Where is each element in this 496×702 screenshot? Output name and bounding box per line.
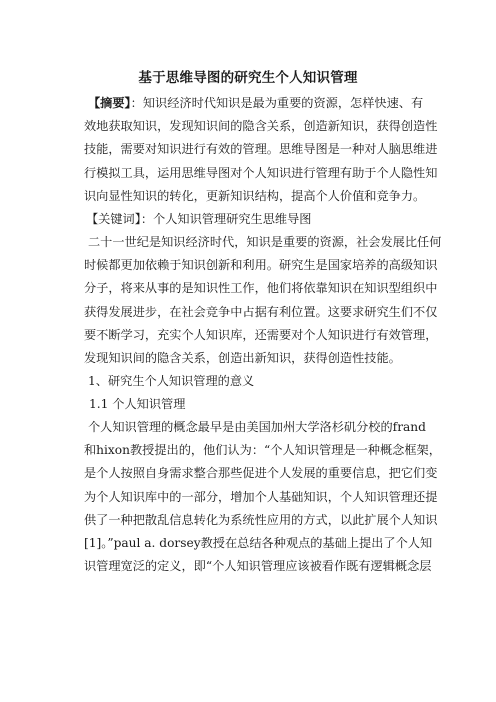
section-1-1-line-5: 供了一种把散乱信息转化为系统性应用的方式，以此扩展个人知识 xyxy=(84,512,438,527)
document-title: 基于思维导图的研究生个人知识管理 xyxy=(138,70,358,86)
intro-line-1: 二十一世纪是知识经济时代，知识是重要的资源，社会发展比任何 xyxy=(88,235,442,249)
keywords-text: ：个人知识管理研究生思维导图 xyxy=(140,212,312,226)
section-1-heading: 1、研究生个人知识管理的意义 xyxy=(88,374,255,388)
section-1-1-paragraph xyxy=(84,416,441,578)
abstract-line-5: 识向显性知识的转化，更新知识结构，提高个人价值和竞争力。 xyxy=(84,188,426,203)
section-1-1-heading: 1.1 个人知识管理 xyxy=(89,397,186,411)
intro-line-5: 要不断学习，充实个人知识库，还需要对个人知识进行有效管理， xyxy=(84,327,438,342)
abstract-line-4: 行模拟工具，运用思维导图对个人知识进行管理有助于个人隐性知 xyxy=(84,165,438,180)
intro-line-3: 分子，将来从事的是知识性工作，他们将依靠知识在知识型组织中 xyxy=(84,281,438,296)
abstract-text: ：知识经济时代知识是最为重要的资源，怎样快速、有 xyxy=(130,96,424,110)
section-1-1-line-4: 为个人知识库中的一部分，增加个人基础知识，个人知识管理还提 xyxy=(84,489,438,504)
section-1-1-line-1: 个人知识管理的概念最早是由美国加州大学洛杉矶分校的frand xyxy=(88,420,426,434)
section-1-1-line-2: 和hixon教授提出的，他们认为：“个人知识管理是一种概念框架， xyxy=(84,443,441,458)
keywords-line xyxy=(86,208,311,231)
section-1-1-line-7: 识管理宽泛的定义，即“个人知识管理应该被看作既有逻辑概念层 xyxy=(84,559,432,574)
abstract-label: 【摘要】 xyxy=(88,96,131,110)
intro-line-6: 发现知识间的隐含关系，创造出新知识，获得创造性技能。 xyxy=(84,350,401,365)
abstract-line-1 xyxy=(84,92,422,115)
intro-line-2: 时候都更加依赖于知识创新和利用。研究生是国家培养的高级知识 xyxy=(84,258,438,273)
section-1-1-line-6: [1]。”paul a. dorsey教授在总结各种观点的基础上提出了个人知 xyxy=(84,535,433,550)
section-1-1-line-3: 是个人按照自身需求整合那些促进个人发展的重要信息，把它们变 xyxy=(84,466,438,481)
intro-line-4: 获得发展进步，在社会竞争中占据有利位置。这要求研究生们不仅 xyxy=(84,304,438,319)
abstract-line-3: 技能，需要对知识进行有效的管理。思维导图是一种对人脑思维进 xyxy=(84,142,438,157)
intro-paragraph xyxy=(84,231,442,370)
abstract-paragraph xyxy=(84,92,438,208)
abstract-line-2: 效地获取知识，发现知识间的隐含关系，创造新知识，获得创造性 xyxy=(84,119,438,134)
keywords-label: 【关键词】 xyxy=(86,212,141,226)
